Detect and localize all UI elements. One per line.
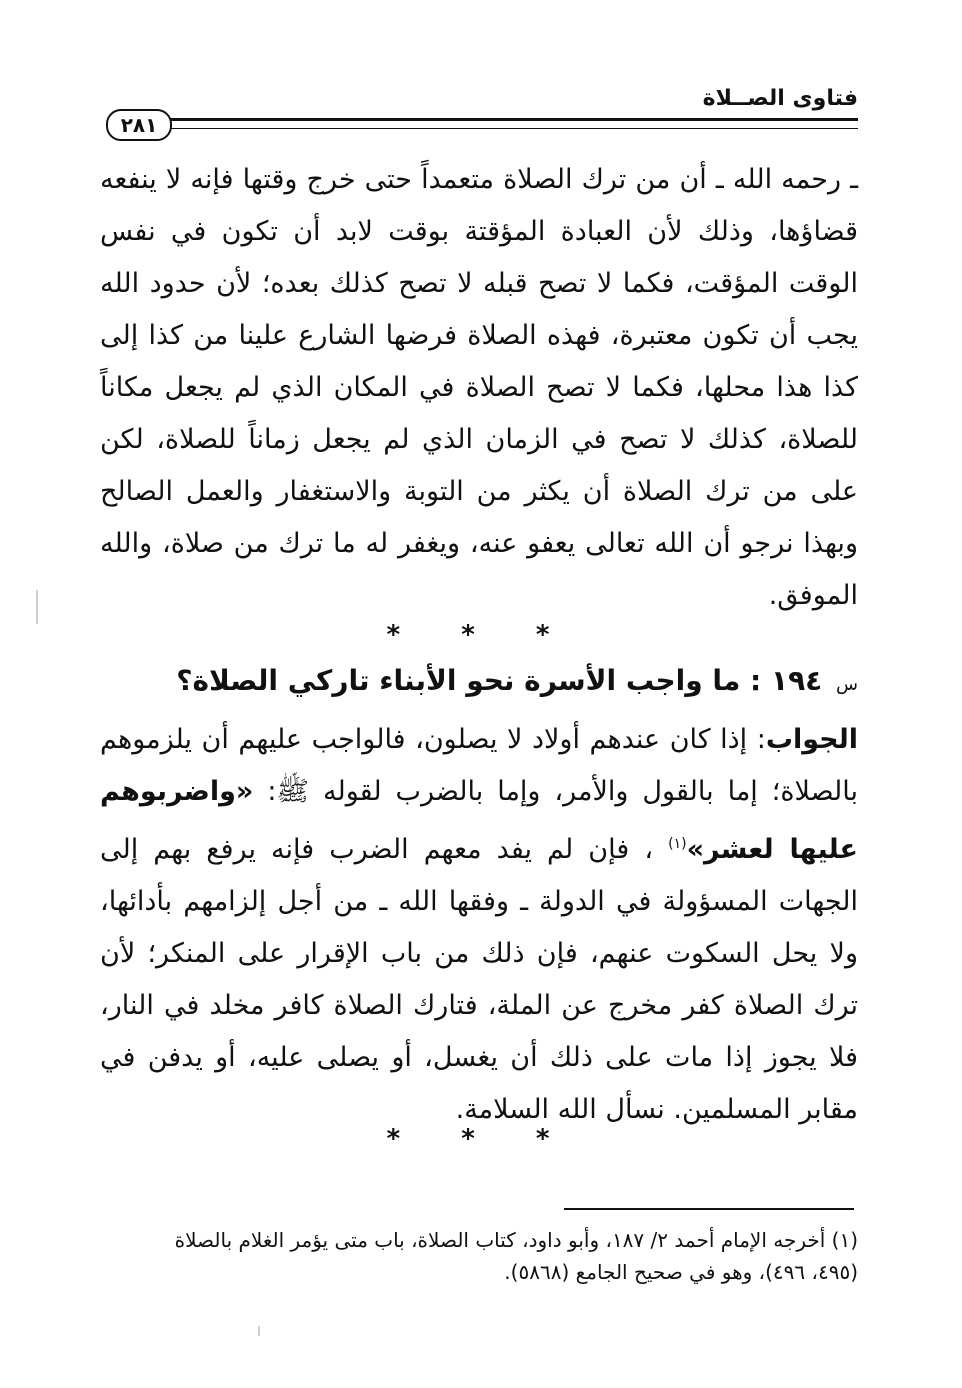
question-number: ١٩٤ <box>770 664 823 697</box>
footnote-reference: (١) <box>668 836 687 852</box>
hadith-quote: «واضربوهم عليها لعشر» <box>100 776 858 865</box>
header-rule <box>168 118 858 129</box>
section-separator-end: * * * <box>386 1124 576 1154</box>
footnote-rule <box>564 1208 854 1210</box>
scan-mark <box>36 590 38 624</box>
answer-text-part-2: ، فإن لم يفد معهم الضرب فإنه يرفع بهم إلى الجهات المسؤولة في الدولة ـ وفقها الله ـ من أجل إلزامهم بأدائها، ولا يحل السكوت عنهم، فإن ذلك من باب الإقرار على المنكر؛ لأن ترك الصلاة كفر مخرج عن الملة، فتارك الصلاة كافر مخلد في النار، فلا يجوز إذا مات على ذلك أن يغسل، أو يصلى عليه، أو يدفن في مقابر المسلمين. نسأل الله السلامة. <box>100 834 858 1125</box>
running-header-title: فتاوى الصــلاة <box>702 86 858 111</box>
scan-mark <box>258 1326 260 1336</box>
footnote-line-2: (٤٩٥، ٤٩٦)، وهو في صحيح الجامع (٥٨٦٨). <box>504 1260 858 1284</box>
question-text: : ما واجب الأسرة نحو الأبناء تاركي الصلاة؟ <box>176 664 762 697</box>
answer-text-part-1: : إذا كان عندهم أولاد لا يصلون، فالواجب عليهم أن يلزموهم بالصلاة؛ إما بالقول والأمر، وإما بالضرب لقوله ﷺ: <box>100 724 858 807</box>
question-symbol: س <box>836 674 858 695</box>
answer-paragraph <box>100 714 858 1136</box>
footnote-line-1: (١) أخرجه الإمام أحمد ٢/ ١٨٧، وأبو داود، كتاب الصلاة، باب متى يؤمر الغلام بالصلاة <box>174 1228 858 1252</box>
page-number: ٢٨١ <box>106 109 172 141</box>
paragraph-continued: ـ رحمه الله ـ أن من ترك الصلاة متعمداً حتى خرج وقتها فإنه لا ينفعه قضاؤها، وذلك لأن العبادة المؤقتة بوقت لابد أن تكون في نفس الوقت المؤقت، فكما لا تصح قبله لا تصح كذلك بعده؛ لأن حدود الله يجب أن تكون معتبرة، فهذه الصلاة فرضها الشارع علينا من كذا إلى كذا هذا محلها، فكما لا تصح الصلاة في المكان الذي لم يجعل مكاناً للصلاة، كذلك لا تصح في الزمان الذي لم يجعل زماناً للصلاة، لكن على من ترك الصلاة أن يكثر من التوبة والاستغفار والعمل الصالح وبهذا نرجو أن الله تعالى يعفو عنه، ويغفر له ما ترك من صلاة، والله الموفق. <box>100 164 858 611</box>
section-separator: * * * <box>386 620 576 650</box>
question-heading <box>176 664 858 697</box>
footnote <box>100 1224 858 1288</box>
answer-label: الجواب <box>765 724 858 755</box>
